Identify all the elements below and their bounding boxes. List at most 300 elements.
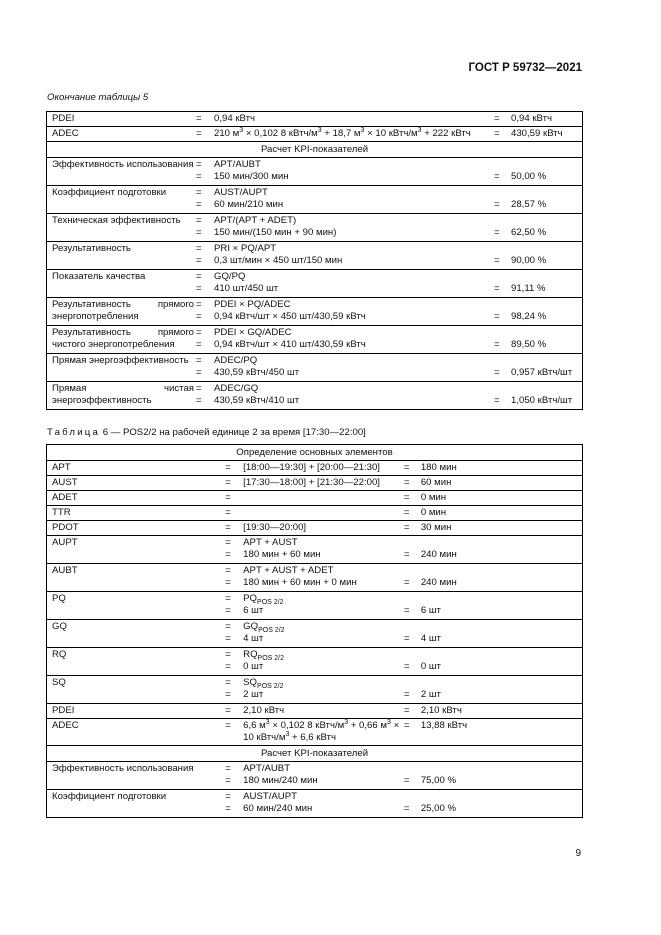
result-cell	[404, 704, 583, 719]
table-row	[47, 326, 583, 354]
row-label: Прямая чистая энергоэффективность	[47, 382, 197, 410]
volume-formula: 210 $м^3 \times 0,102$ 8 кВтч/$м^3 + 18,7$ $м^3 \times 10$ кВтч/$м^3 + 222$ кВтч	[214, 127, 471, 139]
equals-sign: =	[196, 159, 202, 170]
formula-cell	[225, 461, 404, 476]
result-cell	[494, 112, 583, 127]
equals-sign: =	[494, 283, 500, 294]
equals-sign: =	[403, 720, 410, 731]
equals-sign: =	[196, 199, 202, 210]
equals-sign: =	[403, 477, 410, 488]
equals-sign: =	[196, 187, 202, 198]
equals-sign: =	[403, 775, 410, 786]
row-label: APT	[47, 461, 226, 476]
section-title: Расчет KPI-показателей	[47, 746, 583, 762]
section-title: Расчет KPI-показателей	[47, 142, 583, 158]
table-row	[47, 762, 583, 790]
table-row	[47, 704, 583, 719]
quantity-symbol: $SQ_{POS 2/2}$	[243, 677, 284, 690]
table-row	[47, 592, 583, 620]
formula-line: = GQ/PQ	[196, 271, 246, 282]
result-line	[404, 775, 582, 787]
spacer	[494, 243, 582, 255]
result-value: 0,94 кВтч	[511, 113, 553, 124]
result-line	[494, 311, 582, 323]
equals-sign: =	[494, 128, 500, 139]
equals-sign: =	[403, 507, 410, 518]
spacer	[404, 649, 582, 661]
table-row	[47, 719, 583, 746]
section-header-row	[47, 746, 583, 762]
row-label: PQ	[47, 592, 226, 620]
formula-cell	[196, 382, 494, 410]
row-label: Коэффициент подготовки	[47, 790, 226, 818]
result-cell	[494, 214, 583, 242]
result-value: 0 шт	[420, 661, 441, 672]
result-value: 0 мин	[420, 507, 447, 518]
section-header-row	[47, 445, 583, 461]
table-row	[47, 270, 583, 298]
equals-sign: =	[225, 549, 231, 560]
formula-line: = ADEC/PQ	[196, 355, 258, 366]
table-row	[47, 382, 583, 410]
equals-sign: =	[494, 113, 500, 124]
formula-cell	[225, 506, 404, 521]
equals-sign: =	[225, 661, 231, 672]
result-line	[404, 633, 582, 645]
equals-sign: =	[403, 522, 410, 533]
table-6	[46, 444, 583, 818]
formula-line	[225, 677, 404, 689]
formula-cell	[225, 592, 404, 620]
quantity-value: 0 шт	[243, 661, 264, 672]
result-line	[404, 605, 582, 617]
formula-cell	[196, 326, 494, 354]
equals-sign: =	[494, 255, 500, 266]
equals-sign: =	[225, 775, 231, 786]
formula-cell	[225, 491, 404, 506]
formula-cell	[225, 521, 404, 536]
spacer	[404, 763, 582, 775]
row-label: GQ	[47, 620, 226, 648]
equals-sign: =	[225, 577, 231, 588]
row-label: Эффективность использования	[47, 158, 197, 186]
result-cell	[404, 476, 583, 491]
equals-sign: =	[403, 661, 410, 672]
quantity-value: 4 шт	[243, 633, 264, 644]
formula-line	[225, 621, 404, 633]
equals-sign: =	[196, 283, 202, 294]
equals-sign: =	[225, 633, 231, 644]
result-value: 0,957 кВтч/шт	[511, 367, 573, 378]
result-line	[404, 522, 582, 534]
equals-sign: =	[403, 633, 410, 644]
result-line	[404, 803, 582, 815]
table-row	[47, 648, 583, 676]
formula-line: = 180 мин + 60 мин	[225, 549, 321, 560]
result-line	[404, 507, 582, 519]
equals-sign: =	[196, 113, 202, 124]
equals-sign: =	[494, 395, 500, 406]
spacer	[404, 621, 582, 633]
result-value: 1,050 кВтч/шт	[511, 395, 573, 406]
result-cell	[404, 506, 583, 521]
formula-cell	[196, 214, 494, 242]
result-line	[404, 720, 582, 732]
formula-line	[225, 492, 404, 504]
equals-sign: =	[494, 171, 500, 182]
equals-sign: =	[225, 462, 231, 473]
formula-line	[225, 507, 404, 519]
formula-line: = 150 мин/(150 мин + 90 мин)	[196, 227, 337, 238]
equals-sign: =	[225, 705, 231, 716]
row-label: PDEI	[47, 112, 197, 127]
equals-sign: =	[196, 227, 202, 238]
formula-line	[225, 605, 404, 617]
spacer	[494, 383, 582, 395]
result-value: 50,00 %	[511, 171, 547, 182]
result-value: 180 мин	[420, 462, 457, 473]
formula-cell	[196, 298, 494, 326]
page-number: 9	[575, 848, 581, 859]
formula-cell	[196, 158, 494, 186]
equals-sign: =	[196, 327, 202, 338]
table-row	[47, 461, 583, 476]
formula-line: = 2,10 кВтч	[225, 705, 285, 716]
row-label: AUST	[47, 476, 226, 491]
formula-line: = PDEI × PQ/ADEC	[196, 299, 291, 310]
section-header-row	[47, 142, 583, 158]
result-cell	[494, 127, 583, 142]
result-line	[494, 339, 582, 351]
formula-line: = [18:00—19:30] + [20:00—21:30]	[225, 462, 380, 473]
result-line	[404, 661, 582, 673]
quantity-symbol: $GQ_{POS 2/2}$	[243, 621, 285, 634]
formula-cell	[225, 620, 404, 648]
spacer	[404, 565, 582, 577]
formula-cell	[225, 790, 404, 818]
formula-cell	[225, 648, 404, 676]
table-row	[47, 476, 583, 491]
equals-sign: =	[225, 492, 231, 503]
row-label: Результативность прямого чистого энергопотребления	[47, 326, 197, 354]
row-label: ADEC	[47, 127, 197, 142]
equals-sign: =	[225, 565, 231, 576]
row-label: AUBT	[47, 564, 226, 592]
table-row	[47, 564, 583, 592]
equals-sign: =	[225, 677, 231, 688]
row-label: Коэффициент подготовки	[47, 186, 197, 214]
equals-sign: =	[196, 243, 202, 254]
result-line	[494, 171, 582, 183]
formula-line: = [17:30—18:00] + [21:30—22:00]	[225, 477, 380, 488]
formula-line: = 180 мин/240 мин	[225, 775, 318, 786]
formula-line: = PDEI × GQ/ADEC	[196, 327, 292, 338]
table-row	[47, 521, 583, 536]
result-line	[404, 477, 582, 489]
equals-sign: =	[494, 227, 500, 238]
volume-formula: 6,6 $м^3 \times 0,102$ 8 кВтч/$м^3 + 0,66$ $м^3 \times 10$ кВтч/$м^3 + 6,6$ кВтч	[243, 719, 400, 743]
equals-sign: =	[403, 492, 410, 503]
result-cell	[404, 491, 583, 506]
result-cell	[404, 719, 583, 746]
row-label: Результативность прямого энергопотребления	[47, 298, 197, 326]
equals-sign: =	[196, 311, 202, 322]
result-value: 98,24 %	[511, 311, 547, 322]
equals-sign: =	[225, 522, 231, 533]
formula-cell	[196, 112, 494, 127]
row-label: Эффективность использования	[47, 762, 226, 790]
formula-line	[225, 649, 404, 661]
table-row	[47, 214, 583, 242]
result-cell	[404, 762, 583, 790]
result-value: 2,10 кВтч	[420, 705, 462, 716]
equals-sign: =	[225, 621, 231, 632]
spacer	[494, 215, 582, 227]
result-line	[494, 255, 582, 267]
row-label: Показатель качества	[47, 270, 197, 298]
formula-line: = APT/AUBT	[225, 763, 291, 774]
formula-line: = 0,94 кВтч	[196, 113, 256, 124]
result-value: 25,00 %	[420, 803, 457, 814]
result-value: 240 мин	[420, 549, 457, 560]
table-row	[47, 158, 583, 186]
table-row	[47, 491, 583, 506]
row-label: AUPT	[47, 536, 226, 564]
spacer	[494, 187, 582, 199]
result-cell	[404, 790, 583, 818]
result-line	[494, 128, 582, 140]
row-label: RQ	[47, 648, 226, 676]
result-line	[494, 199, 582, 211]
result-line	[494, 283, 582, 295]
section-title: Определение основных элементов	[47, 445, 583, 461]
result-cell	[494, 242, 583, 270]
result-line	[404, 549, 582, 561]
table-5	[46, 111, 583, 410]
formula-cell	[225, 676, 404, 704]
table-row	[47, 112, 583, 127]
table-row	[47, 620, 583, 648]
formula-cell	[225, 719, 404, 746]
result-value: 90,00 %	[511, 255, 547, 266]
equals-sign: =	[403, 689, 410, 700]
equals-sign: =	[494, 367, 500, 378]
formula-cell	[196, 270, 494, 298]
equals-sign: =	[403, 577, 410, 588]
result-value: 75,00 %	[420, 775, 457, 786]
equals-sign: =	[196, 367, 202, 378]
equals-sign: =	[225, 605, 231, 616]
equals-sign: =	[403, 605, 410, 616]
quantity-symbol: $RQ_{POS 2/2}$	[243, 649, 285, 662]
result-value: 60 мин	[420, 477, 452, 488]
formula-cell	[225, 536, 404, 564]
equals-sign: =	[196, 383, 202, 394]
equals-sign: =	[494, 199, 500, 210]
result-value: 91,11 %	[511, 283, 546, 294]
equals-sign: =	[196, 255, 202, 266]
row-label: PDEI	[47, 704, 226, 719]
quantity-value: 6 шт	[243, 605, 264, 616]
table-row	[47, 127, 583, 142]
result-value: 430,59 кВтч	[511, 128, 563, 139]
row-label: Результативность	[47, 242, 197, 270]
spacer	[494, 299, 582, 311]
formula-cell	[225, 762, 404, 790]
result-value: 6 шт	[420, 605, 441, 616]
spacer	[404, 593, 582, 605]
result-value: 0 мин	[420, 492, 447, 503]
formula-cell	[225, 704, 404, 719]
result-line	[494, 395, 582, 407]
formula-cell	[196, 186, 494, 214]
spacer	[494, 271, 582, 283]
equals-sign: =	[403, 803, 410, 814]
formula-line	[225, 689, 404, 701]
result-value: 2 шт	[420, 689, 441, 700]
formula-line: = 180 мин + 60 мин + 0 мин	[225, 577, 357, 588]
result-line	[404, 577, 582, 589]
result-value: 30 мин	[420, 522, 452, 533]
result-line	[404, 492, 582, 504]
formula-line: = 430,59 кВтч/410 шт	[196, 395, 300, 406]
result-value: 62,50 %	[511, 227, 547, 238]
formula-line	[225, 661, 404, 673]
table5-caption: Окончание таблицы 5	[47, 92, 149, 103]
formula-line: = 0,94 кВтч/шт × 450 шт/430,59 кВтч	[196, 311, 366, 322]
equals-sign: =	[196, 299, 202, 310]
result-value: 240 мин	[420, 577, 457, 588]
equals-sign: =	[196, 395, 202, 406]
equals-sign: =	[225, 763, 231, 774]
result-cell	[494, 298, 583, 326]
formula-cell	[196, 354, 494, 382]
formula-cell	[225, 476, 404, 491]
formula-line: = 150 мин/300 мин	[196, 171, 289, 182]
result-line	[404, 462, 582, 474]
formula-line: = ADEC/GQ	[196, 383, 259, 394]
formula-line: = 410 шт/450 шт	[196, 283, 279, 294]
spacer	[494, 355, 582, 367]
formula-line	[225, 720, 404, 744]
result-line	[494, 367, 582, 379]
table-row	[47, 676, 583, 704]
table-row	[47, 354, 583, 382]
result-line	[494, 227, 582, 239]
equals-sign: =	[403, 705, 410, 716]
result-value: 13,88 кВтч	[420, 720, 468, 731]
result-cell	[404, 564, 583, 592]
equals-sign: =	[225, 537, 231, 548]
result-cell	[404, 461, 583, 476]
result-cell	[494, 186, 583, 214]
formula-line: = 60 мин/210 мин	[196, 199, 284, 210]
result-cell	[404, 536, 583, 564]
formula-line	[196, 128, 494, 140]
table-row	[47, 790, 583, 818]
formula-line: = PRI × PQ/APT	[196, 243, 277, 254]
result-cell	[404, 676, 583, 704]
equals-sign: =	[225, 477, 231, 488]
result-cell	[404, 521, 583, 536]
formula-cell	[196, 127, 494, 142]
formula-line: = APT/AUBT	[196, 159, 261, 170]
formula-line: = 430,59 кВтч/450 шт	[196, 367, 300, 378]
result-cell	[494, 270, 583, 298]
formula-line: = [19:30—20:00]	[225, 522, 307, 533]
equals-sign: =	[494, 311, 500, 322]
equals-sign: =	[403, 549, 410, 560]
equals-sign: =	[196, 128, 202, 139]
row-label: Прямая энергоэффективность	[47, 354, 197, 382]
equals-sign: =	[494, 339, 500, 350]
row-label: SQ	[47, 676, 226, 704]
result-line	[404, 705, 582, 717]
formula-line: = APT + AUST + ADET	[225, 565, 334, 576]
result-line	[404, 689, 582, 701]
result-value: 4 шт	[420, 633, 441, 644]
equals-sign: =	[225, 720, 231, 731]
quantity-value: 2 шт	[243, 689, 264, 700]
result-cell	[494, 382, 583, 410]
formula-line: = 0,94 кВтч/шт × 410 шт/430,59 кВтч	[196, 339, 366, 350]
formula-cell	[225, 564, 404, 592]
equals-sign: =	[196, 355, 202, 366]
formula-line: = 60 мин/240 мин	[225, 803, 313, 814]
row-label: Техническая эффективность	[47, 214, 197, 242]
quantity-symbol: $PQ_{POS 2/2}$	[243, 593, 284, 606]
result-cell	[494, 158, 583, 186]
standard-number: ГОСТ Р 59732—2021	[468, 62, 582, 74]
formula-line	[225, 593, 404, 605]
equals-sign: =	[196, 271, 202, 282]
spacer	[404, 537, 582, 549]
row-label: TTR	[47, 506, 226, 521]
equals-sign: =	[196, 215, 202, 226]
row-label: ADEC	[47, 719, 226, 746]
spacer	[494, 159, 582, 171]
table6-caption: Таблица 6 — POS2/2 на рабочей единице 2 за время [17:30—22:00]	[47, 427, 366, 438]
result-value: 89,50 %	[511, 339, 547, 350]
result-cell	[494, 354, 583, 382]
formula-line: = APT + AUST	[225, 537, 298, 548]
result-cell	[404, 648, 583, 676]
equals-sign: =	[196, 171, 202, 182]
row-label: ADET	[47, 491, 226, 506]
equals-sign: =	[225, 791, 231, 802]
row-label: PDOT	[47, 521, 226, 536]
formula-line: = 0,3 шт/мин × 450 шт/150 мин	[196, 255, 343, 266]
spacer	[404, 791, 582, 803]
table-row	[47, 186, 583, 214]
formula-line: = APT/(APT + ADET)	[196, 215, 297, 226]
result-cell	[404, 592, 583, 620]
result-cell	[494, 326, 583, 354]
result-cell	[404, 620, 583, 648]
formula-cell	[196, 242, 494, 270]
equals-sign: =	[225, 689, 231, 700]
result-value: 28,57 %	[511, 199, 547, 210]
spacer	[404, 677, 582, 689]
equals-sign: =	[225, 507, 231, 518]
equals-sign: =	[403, 462, 410, 473]
equals-sign: =	[225, 803, 231, 814]
table-row	[47, 298, 583, 326]
equals-sign: =	[225, 649, 231, 660]
result-line	[494, 113, 582, 125]
equals-sign: =	[225, 593, 231, 604]
formula-line	[225, 633, 404, 645]
